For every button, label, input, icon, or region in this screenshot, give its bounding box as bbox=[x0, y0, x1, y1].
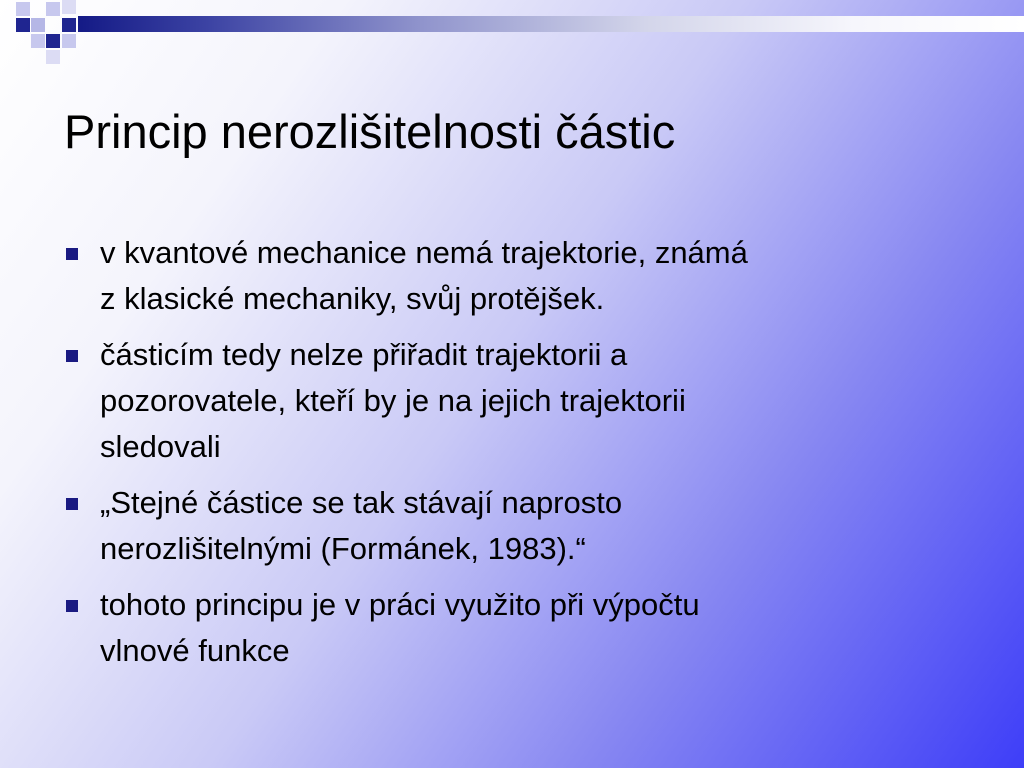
bullet-line: sledovali bbox=[100, 429, 221, 464]
bullet-item bbox=[64, 582, 964, 674]
bullet-line: „Stejné částice se tak stávají naprosto bbox=[100, 485, 623, 520]
bullet-line: nerozlišitelnými (Formánek, 1983).“ bbox=[100, 531, 586, 566]
bullet-line: částicím tedy nelze přiřadit trajektorii a bbox=[100, 337, 628, 372]
bullet-line: z klasické mechaniky, svůj protějšek. bbox=[100, 281, 605, 316]
deco-square bbox=[62, 34, 76, 48]
deco-square bbox=[16, 2, 30, 16]
deco-square bbox=[46, 2, 60, 16]
square-bullet-icon bbox=[66, 498, 78, 510]
square-bullet-icon bbox=[66, 248, 78, 260]
bullet-line: v kvantové mechanice nemá trajektorie, známá bbox=[100, 235, 748, 270]
deco-square bbox=[31, 34, 45, 48]
bullet-item bbox=[64, 230, 964, 322]
slide-title: Princip nerozlišitelnosti částic bbox=[64, 105, 676, 158]
square-bullet-icon bbox=[66, 350, 78, 362]
bullet-line: vlnové funkce bbox=[100, 633, 290, 668]
deco-square bbox=[31, 18, 45, 32]
deco-square bbox=[16, 18, 30, 32]
bullet-line: tohoto principu je v práci využito při výpočtu bbox=[100, 587, 700, 622]
deco-square bbox=[62, 0, 76, 14]
bullet-list bbox=[64, 230, 964, 684]
deco-square bbox=[62, 18, 76, 32]
corner-decoration bbox=[0, 0, 100, 70]
bullet-item bbox=[64, 480, 964, 572]
bullet-item bbox=[64, 332, 964, 470]
header-gradient-bar bbox=[78, 16, 1024, 32]
square-bullet-icon bbox=[66, 600, 78, 612]
bullet-line: pozorovatele, kteří by je na jejich trajektorii bbox=[100, 383, 686, 418]
deco-square bbox=[46, 34, 60, 48]
deco-square bbox=[46, 50, 60, 64]
